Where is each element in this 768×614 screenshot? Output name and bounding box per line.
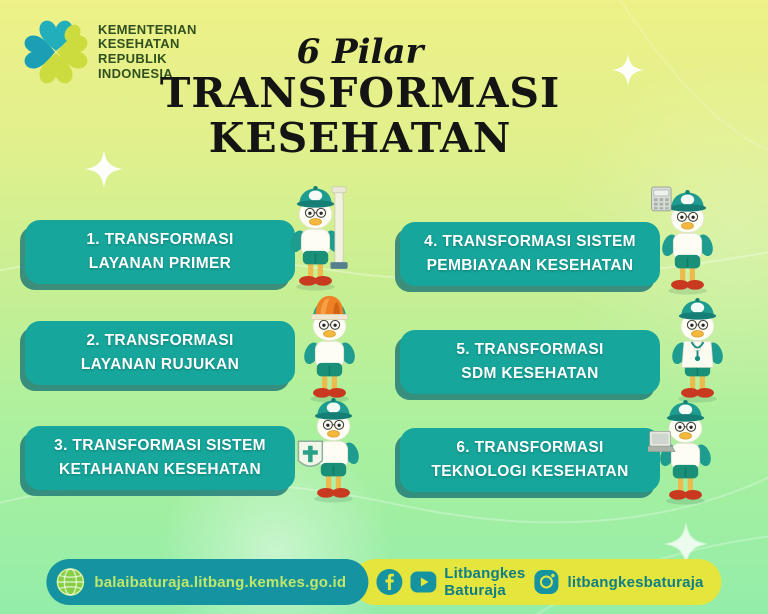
mascot-holding-column — [278, 180, 353, 292]
mascot-with-shield — [296, 392, 371, 504]
pillar-6-label-line1: 6. TRANSFORMASI — [456, 438, 604, 456]
sparkle-star-icon — [85, 150, 123, 188]
pillar-4-label-line1: 4. TRANSFORMASI SISTEM — [424, 232, 636, 250]
pillar-4-button[interactable] — [400, 222, 660, 286]
sparkle-star-icon — [612, 54, 644, 86]
ministry-name-line: KEMENTERIAN — [98, 21, 197, 37]
mascot-doctor-coat — [660, 292, 735, 404]
mascot-with-calculator — [650, 184, 725, 296]
mascot-emergency-siren-hat — [292, 292, 367, 404]
pillar-6-label-line2: TEKNOLOGI KESEHATAN — [431, 463, 629, 480]
facebook-icon[interactable] — [376, 569, 402, 595]
pillar-1-button[interactable] — [25, 220, 295, 284]
pillar-3-button[interactable] — [25, 426, 295, 490]
pillar-5-label-line1: 5. TRANSFORMASI — [456, 340, 604, 358]
instagram-handle[interactable]: litbangkesbaturaja — [567, 573, 704, 591]
ministry-name-line: KESEHATAN — [98, 36, 180, 52]
pillar-2-label-line1: 2. TRANSFORMASI — [86, 331, 234, 349]
kemenkes-logo-icon — [24, 20, 88, 84]
title-kicker: 6 Pilar — [296, 32, 424, 72]
title-line-1: TRANSFORMASI — [159, 69, 561, 118]
title-line-2: KESEHATAN — [208, 113, 512, 162]
youtube-icon[interactable] — [410, 569, 436, 595]
footer-website-section — [46, 559, 368, 605]
pillar-6-button[interactable] — [400, 428, 660, 492]
footer-social-section — [352, 559, 721, 605]
ministry-name-line: REPUBLIK — [98, 51, 167, 66]
facebook-youtube-handle[interactable]: Litbangkes Baturaja — [444, 565, 526, 599]
pillar-3-label-line1: 3. TRANSFORMASI SISTEM — [54, 436, 266, 454]
pillar-4-label-line2: PEMBIAYAAN KESEHATAN — [426, 257, 634, 274]
globe-icon — [55, 567, 85, 597]
ministry-name-line: INDONESIA — [98, 65, 173, 81]
pillar-1-label-line1: 1. TRANSFORMASI — [86, 230, 234, 248]
pillar-2-button[interactable] — [25, 321, 295, 385]
website-url[interactable]: balaibaturaja.litbang.kemkes.go.id — [94, 573, 347, 591]
pillar-5-button[interactable] — [400, 330, 660, 394]
mascot-with-laptop — [648, 394, 723, 506]
pillar-2-label-line2: LAYANAN RUJUKAN — [80, 356, 240, 373]
footer-contact-bar — [46, 559, 721, 605]
pillar-1-label-line2: LAYANAN PRIMER — [88, 255, 232, 272]
pillar-5-label-line2: SDM KESEHATAN — [461, 365, 599, 382]
instagram-icon[interactable] — [533, 569, 559, 595]
page-title — [120, 34, 600, 160]
pillar-3-label-line2: KETAHANAN KESEHATAN — [58, 461, 262, 478]
